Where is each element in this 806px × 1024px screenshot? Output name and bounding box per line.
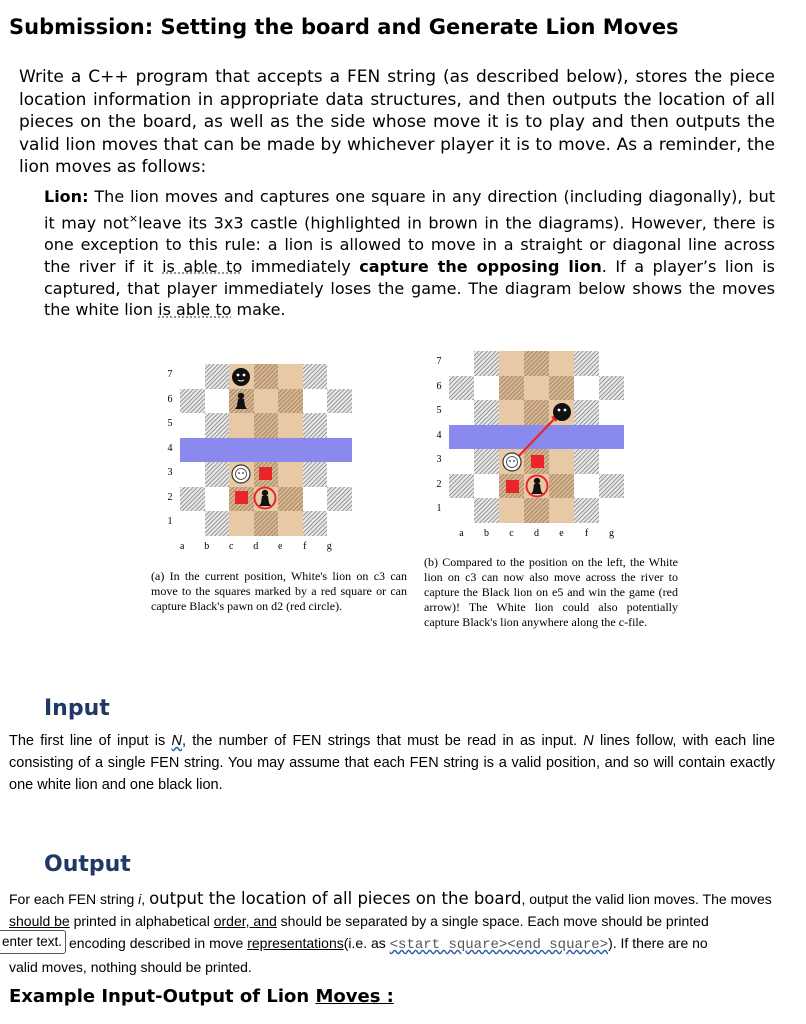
rank-label: 3 [167,467,173,479]
rank-label: 4 [436,429,442,441]
capture-circle-d2 [255,488,276,509]
lion-rule-text-4: . If a player’s lion is captured, that player immediately loses the game. The diagram below shows the moves the white lion [44,256,775,320]
page-title: Submission: Setting the board and Generate Lion Moves [9,15,679,39]
lion-rule-able-1: is able to [162,256,243,276]
output-big: output the location of all pieces on the board [149,889,522,908]
output-text-1: For each FEN string [9,891,135,907]
black-lion-icon [553,403,571,421]
rank-label: 2 [167,491,173,503]
lion-rule-bold: capture the opposing lion [359,256,602,276]
rank-label: 5 [436,405,442,417]
lion-label: Lion: [44,187,89,206]
rank-label: 3 [436,454,442,466]
lion-rule-able-2: is able to [158,300,232,320]
lion-rule-text-3: immediately [250,256,351,276]
output-heading: Output [44,852,131,877]
rank-label: 6 [167,393,173,405]
file-label: f [584,528,589,539]
output-representations: representations [247,935,344,951]
input-text-1: The first line of input is [9,733,166,749]
caption-b: (b) Compared to the position on the left, the White lion on c3 can now also move across the river to capture the Black lion on e5 and win the game (red arrow)! The White lion could also potentially capture Black's lion anywhere along the c-file. [424,555,678,629]
move-marker-c2 [235,491,248,504]
input-heading: Input [44,696,110,721]
output-text-2: , [141,891,146,907]
example-moves: Moves : [315,986,394,1007]
caption-a: (a) In the current position, White's lion on c3 can move to the squares marked by a red square or can capture Black's pawn on d2 (red circle). [151,569,407,613]
output-line-3 [9,932,775,956]
move-marker-c2 [506,480,519,493]
black-pawn-icon [235,393,247,409]
file-label: g [609,528,614,539]
comment-marker: × [128,211,139,225]
output-line-1 [9,888,775,910]
enter-text-box[interactable]: enter text. [0,930,66,954]
white-lion-icon [503,453,521,471]
output-order-and: order, and [213,913,277,929]
output-line-2 [9,910,775,932]
example-heading [9,986,394,1007]
rank-label: 1 [436,503,442,515]
input-n2: N [583,733,594,749]
file-label: g [326,541,332,552]
lion-rule-text-1: The lion moves and captures one square in any direction (including diagonally), but it may not [44,187,775,233]
file-label: c [509,528,514,539]
rank-label: 6 [436,380,442,392]
output-code: <start square><end square> [389,937,609,953]
output-text-5d: ). If there are no [608,935,708,951]
capture-circle-d2 [527,476,548,497]
output-i: i [138,891,142,907]
file-label: e [559,528,564,539]
black-lion-icon [232,368,250,386]
white-lion-icon [232,465,250,483]
rank-label: 7 [167,369,173,381]
file-label: c [229,541,234,552]
lion-rule-text-5: make. [236,300,286,320]
file-label: b [484,528,489,539]
input-n: N [171,733,182,749]
output-text-4d: should be separated by a single space. Each move should be printed [280,913,709,929]
output-text-5c: (i.e. as [343,935,386,951]
output-should-be: should be [9,913,70,929]
rank-label: 4 [167,442,173,454]
output-text-4b: printed in alphabetical [73,913,210,929]
rank-label: 1 [167,516,173,528]
file-label: f [303,541,307,552]
rank-label: 7 [436,356,442,368]
file-label: a [459,528,464,539]
example-label: Example Input-Output of Lion [9,986,310,1007]
board-b-overlay [449,351,625,523]
board-a-overlay [180,364,352,536]
input-text-2: , the number of FEN strings that must be read in as input. [181,733,578,749]
move-marker-d3 [531,455,544,468]
input-text-3: lines follow, with each line consisting of a single FEN string. You may assume that each FEN string is a valid position, and so will contain exactly one white lion and one black lion. [9,733,775,793]
intro-paragraph: Write a C++ program that accepts a FEN string (as described below), stores the piece location information in appropriate data structures, and then outputs the location of all pieces on the board, as well as the side whose move it is to play and then outputs the valid lion moves that can be made by whichever player it is to move. As a reminder, the lion moves as follows: [19,67,775,177]
rank-label: 5 [167,418,173,430]
move-marker-d3 [259,467,272,480]
output-paragraph [9,888,775,978]
file-label: e [278,541,283,552]
lion-rule [44,186,775,321]
output-text-5a: encoding described in move [69,935,244,951]
rank-label: 2 [436,478,442,490]
lion-rule-text-2: leave its 3x3 castle (highlighted in brown in the diagrams). However, there is one exception to this rule: a lion is allowed to move in a straight or diagonal line across the river if it [44,213,775,276]
input-paragraph [9,730,775,796]
file-label: a [180,541,185,552]
capture-arrow [513,413,560,462]
file-label: d [253,541,259,552]
file-label: b [204,541,210,552]
output-text-3: , output the valid lion moves. The moves [521,891,772,907]
file-label: d [534,528,539,539]
output-line-4: valid moves, nothing should be printed. [9,959,252,975]
